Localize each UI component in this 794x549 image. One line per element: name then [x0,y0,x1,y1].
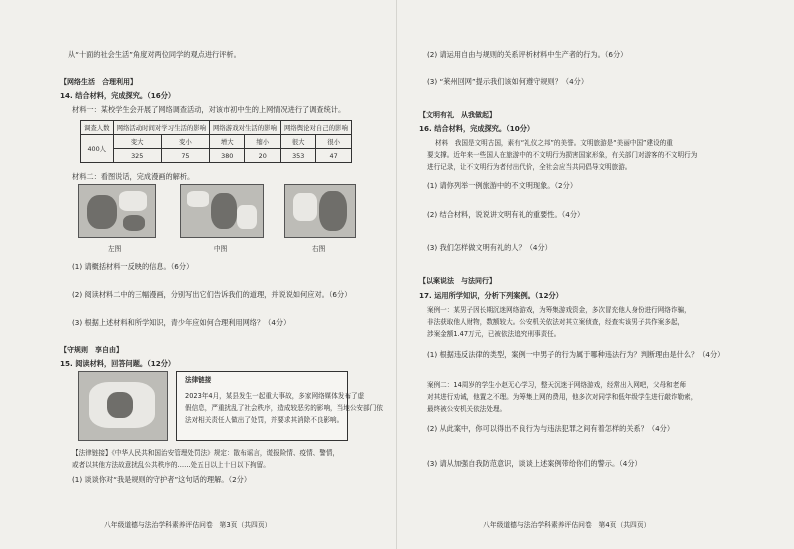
case-2-line: 案例二：14周岁的学生小赵无心学习，整天沉迷于网络游戏，经常出入网吧，父母和老师 [427,381,686,389]
question-16-2: (2) 结合材料，说说讲文明有礼的重要性。（4分） [427,210,585,219]
section-title-law: 【 以案说法 与法同行 】 [419,276,496,286]
box-line: 法对相关责任人做出了处罚，并要求其消除不良影响。 [185,416,344,424]
page-footer-4: 八年级道德与法治学科素养评估问卷 第4页（共四页） [483,521,651,529]
box-title: 法律链接 [185,376,212,384]
table-value: 75 [161,149,209,163]
case-1-line: 非法获取他人财物，数额较大。公安机关依法对其立案侦查，经查实该男子共作案多起， [427,318,685,326]
table-value: 353 [280,149,315,163]
top-line: 从“十面的社会生活”角度对两位同学的观点进行评析。 [68,50,241,59]
page-4 [397,0,794,549]
question-14: 14. 结合材料，完成探究。（16分） [60,91,176,100]
page-footer-3: 八年级道德与法治学科素养评估问卷 第3页（共四页） [104,521,272,529]
material-16-line: 材料 我国是文明古国，素有“礼仪之邦”的美誉。文明旅游是“美丽中国”建设的重 [435,139,673,147]
table-header-count: 调查人数 [81,121,114,135]
question-17-3: (3) 请从加强自我防范意识，谈谈上述案例带给你们的警示。（4分） [427,459,642,468]
table-header-1: 网络活动时间对学习生活的影响 [113,121,209,135]
section-title-network: 【 网络生活 合理利用 】 [60,77,137,87]
case-1-line: 案例一：某男子因长期沉迷网络游戏，为筹集游戏资金，多次冒充他人身份进行网络诈骗， [427,306,691,314]
table-sub: 增大 [210,135,245,149]
cartoon-middle-image [180,184,264,238]
table-value: 325 [113,149,161,163]
question-17-1: (1) 根据违反法律的类型，案例一中男子的行为属于哪种违法行为？判断理由是什么？（4分） [427,350,725,359]
table-cell-count: 400人 [81,135,114,163]
case-2-line: 对其进行劝诫，他置之不理。为筹集上网的费用，他多次对同学和低年级学生进行敲诈勒索， [427,393,698,401]
table-header-2: 网络游戏对生活的影响 [210,121,281,135]
news-box [176,371,383,441]
question-15: 15. 阅读材料，回答问题。（12分） [60,359,176,368]
cartoon-left-image [78,184,156,238]
material-2: 材料二：看图说话，完成漫画的解析。 [72,172,195,181]
table-sub: 缩小 [245,135,280,149]
law-link-line: 或者以其他方法故意扰乱公共秩序的……处五日以上十日以下拘留。 [72,461,270,469]
table-sub: 变大 [113,135,161,149]
caption-left: 左图 [108,245,122,253]
table-value: 47 [316,149,351,163]
table-header-3: 网络舆论对自己的影响 [280,121,351,135]
box-line: 2023年4月，某县发生一起重大事故，多家网络媒体发布了虚 [185,392,365,400]
table-sub: 很小 [316,135,351,149]
question-14-2: (2) 阅读材料二中的三幅漫画，分别写出它们告诉我们的道理，并说说如何应对。（6分） [72,290,352,299]
table-value: 380 [210,149,245,163]
case-2-line: 最终被公安机关依法处理。 [427,405,507,413]
question-16-3: (3) 我们怎样做文明有礼的人？（4分） [427,243,552,252]
section-title-rules: 【 守规则 享自由 】 [60,345,123,355]
question-15-3: (3) “莱州回网”提示我们该如何遵守规则？（4分） [427,77,589,86]
question-14-3: (3) 根据上述材料和所学知识，青少年应如何合理利用网络？（4分） [72,318,291,327]
box-line: 假信息，严重扰乱了社会秩序，造成较恶劣的影响，当地公安部门依 [185,404,383,412]
question-15-1: (1) 谈谈你对“我是规则的守护者”这句话的理解。（2分） [72,475,252,484]
material-16-line: 进行记录，让不文明行为者付出代价，全社会应当共同倡导文明旅游。 [427,163,632,171]
material-16-line: 要支撑。近年来一些国人在旅游中的不文明行为损害国家形象，有关部门对游客的不文明行为 [427,151,698,159]
table-sub: 变小 [161,135,209,149]
caption-middle: 中图 [214,245,228,253]
news-photo-image [78,371,168,441]
table-sub: 很大 [280,135,315,149]
survey-table [80,120,352,163]
caption-right: 右图 [312,245,326,253]
question-17: 17. 运用所学知识，分析下列案例。（12分） [419,291,563,300]
question-15-2: (2) 请运用自由与规则的关系评析材料中生产者的行为。（6分） [427,50,628,59]
case-1-line: 涉案金额1.47万元，已被依法追究刑事责任。 [427,330,561,338]
question-14-1: (1) 请概括材料一反映的信息。（6分） [72,262,194,271]
question-17-2: (2) 从此案中，你可以得出不良行为与违法犯罪之间有着怎样的关系？（4分） [427,424,675,433]
law-link-line: 【法律链接】《中华人民共和国治安管理处罚法》规定：散布谣言，谎报险情、疫情、警情， [72,449,340,457]
question-16-1: (1) 请你列举一例旅游中的不文明现象。（2分） [427,181,578,190]
cartoon-right-image [284,184,356,238]
material-1: 材料一：某校学生会开展了网络调查活动，对该市初中生的上网情况进行了调查统计。 [72,105,346,114]
section-title-civility: 【 文明有礼 从我做起 】 [419,110,496,120]
question-16: 16. 结合材料，完成探究。（10分） [419,124,535,133]
table-value: 20 [245,149,280,163]
